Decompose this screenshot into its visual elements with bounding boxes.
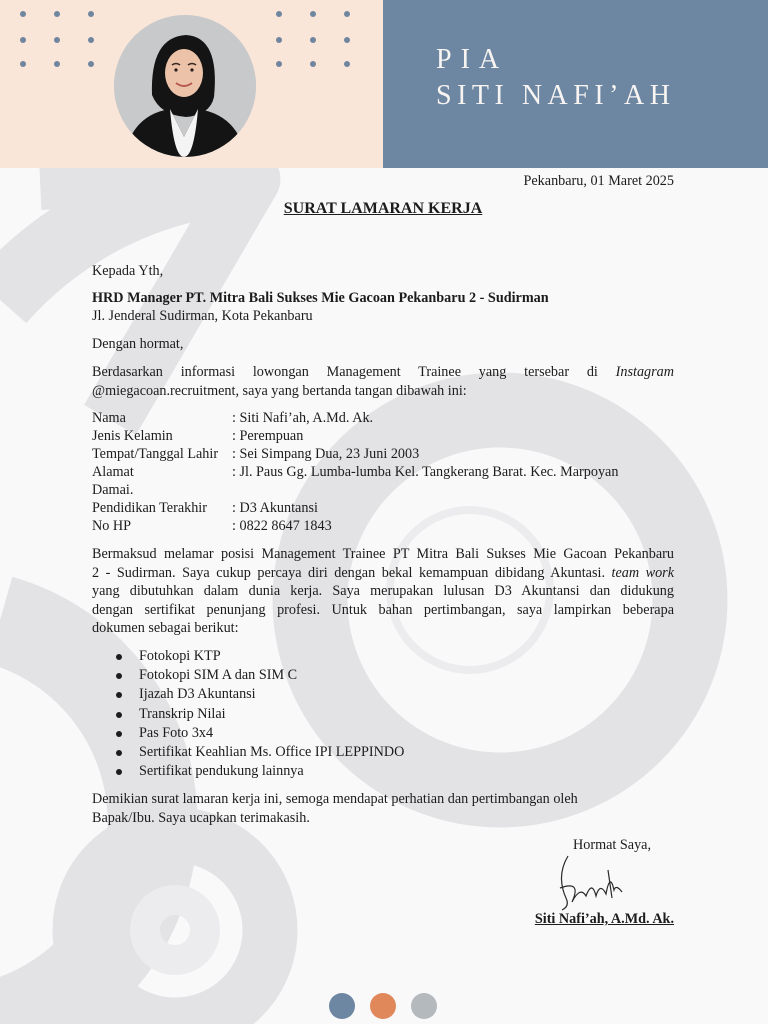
list-item: Fotokopi SIM A dan SIM C bbox=[92, 666, 404, 685]
list-item: Fotokopi KTP bbox=[92, 647, 404, 666]
list-item: Sertifikat Keahlian Ms. Office IPI LEPPINDO bbox=[92, 743, 404, 762]
signature-image bbox=[552, 846, 632, 916]
list-item: Sertifikat pendukung lainnya bbox=[92, 762, 404, 781]
list-item: Ijazah D3 Akuntansi bbox=[92, 685, 404, 704]
field-value: : Jl. Paus Gg. Lumba-lumba Kel. Tangkerang Barat. Kec. Marpoyan bbox=[232, 464, 619, 480]
page-dot-orange-icon bbox=[370, 993, 396, 1019]
recipient-prefix: Kepada Yth, bbox=[92, 263, 164, 279]
field-label: No HP bbox=[92, 518, 132, 534]
field-label: Tempat/Tanggal Lahir bbox=[92, 446, 219, 462]
field-label: Alamat bbox=[92, 464, 134, 480]
intro-paragraph: Berdasarkan informasi lowongan Management Trainee yang tersebar di Instagram @miegacoan.recruitment, saya yang bertanda tangan dibawah ini: bbox=[92, 364, 674, 399]
sign-off: Hormat Saya, bbox=[573, 837, 652, 853]
list-item: Transkrip Nilai bbox=[92, 705, 404, 724]
documents-list bbox=[92, 647, 404, 781]
field-label: Jenis Kelamin bbox=[92, 428, 173, 444]
header-first-name: PIA bbox=[436, 44, 509, 75]
header-full-name: SITI NAFI’AH bbox=[436, 80, 676, 111]
letter-title: SURAT LAMARAN KERJA bbox=[283, 200, 483, 217]
closing-paragraph: Demikian surat lamaran kerja ini, semoga mendapat perhatian dan pertimbangan oleh Bapak/Ibu. Saya ucapkan terimakasih. bbox=[92, 791, 578, 826]
signature-name: Siti Nafi’ah, A.Md. Ak. bbox=[534, 911, 674, 927]
field-value: : Sei Simpang Dua, 23 Juni 2003 bbox=[232, 446, 420, 462]
field-value: : Perempuan bbox=[232, 428, 304, 444]
field-value: : Siti Nafi’ah, A.Md. Ak. bbox=[232, 410, 374, 426]
field-label: Damai. bbox=[92, 482, 134, 498]
recipient-name: HRD Manager PT. Mitra Bali Sukses Mie Gacoan Pekanbaru 2 - Sudirman bbox=[92, 290, 549, 306]
field-label: Pendidikan Terakhir bbox=[92, 500, 207, 516]
field-value: : 0822 8647 1843 bbox=[232, 518, 332, 534]
field-value: : D3 Akuntansi bbox=[232, 500, 318, 516]
place-date: Pekanbaru, 01 Maret 2025 bbox=[523, 173, 674, 189]
greeting: Dengan hormat, bbox=[92, 336, 184, 352]
page-dot-gray-icon bbox=[411, 993, 437, 1019]
body-paragraph: Bermaksud melamar posisi Management Trainee PT Mitra Bali Sukses Mie Gacoan Pekanbaru 2 - Sudirman. Saya cukup percaya diri dengan bekal kemampuan dibidang Akuntasi. team work yang dibutuhkan dalam dunia kerja. Saya merupakan lulusan D3 Akuntansi dan didukung dengan sertifikat penunjang profesi. Untuk bahan pertimbangan, saya lampirkan beberapa dokumen sebagai berikut: bbox=[92, 546, 674, 636]
profile-photo bbox=[114, 15, 256, 157]
page-dot-blue-icon bbox=[329, 993, 355, 1019]
recipient-address: Jl. Jenderal Sudirman, Kota Pekanbaru bbox=[92, 308, 313, 324]
field-label: Nama bbox=[92, 410, 126, 426]
list-item: Pas Foto 3x4 bbox=[92, 724, 404, 743]
